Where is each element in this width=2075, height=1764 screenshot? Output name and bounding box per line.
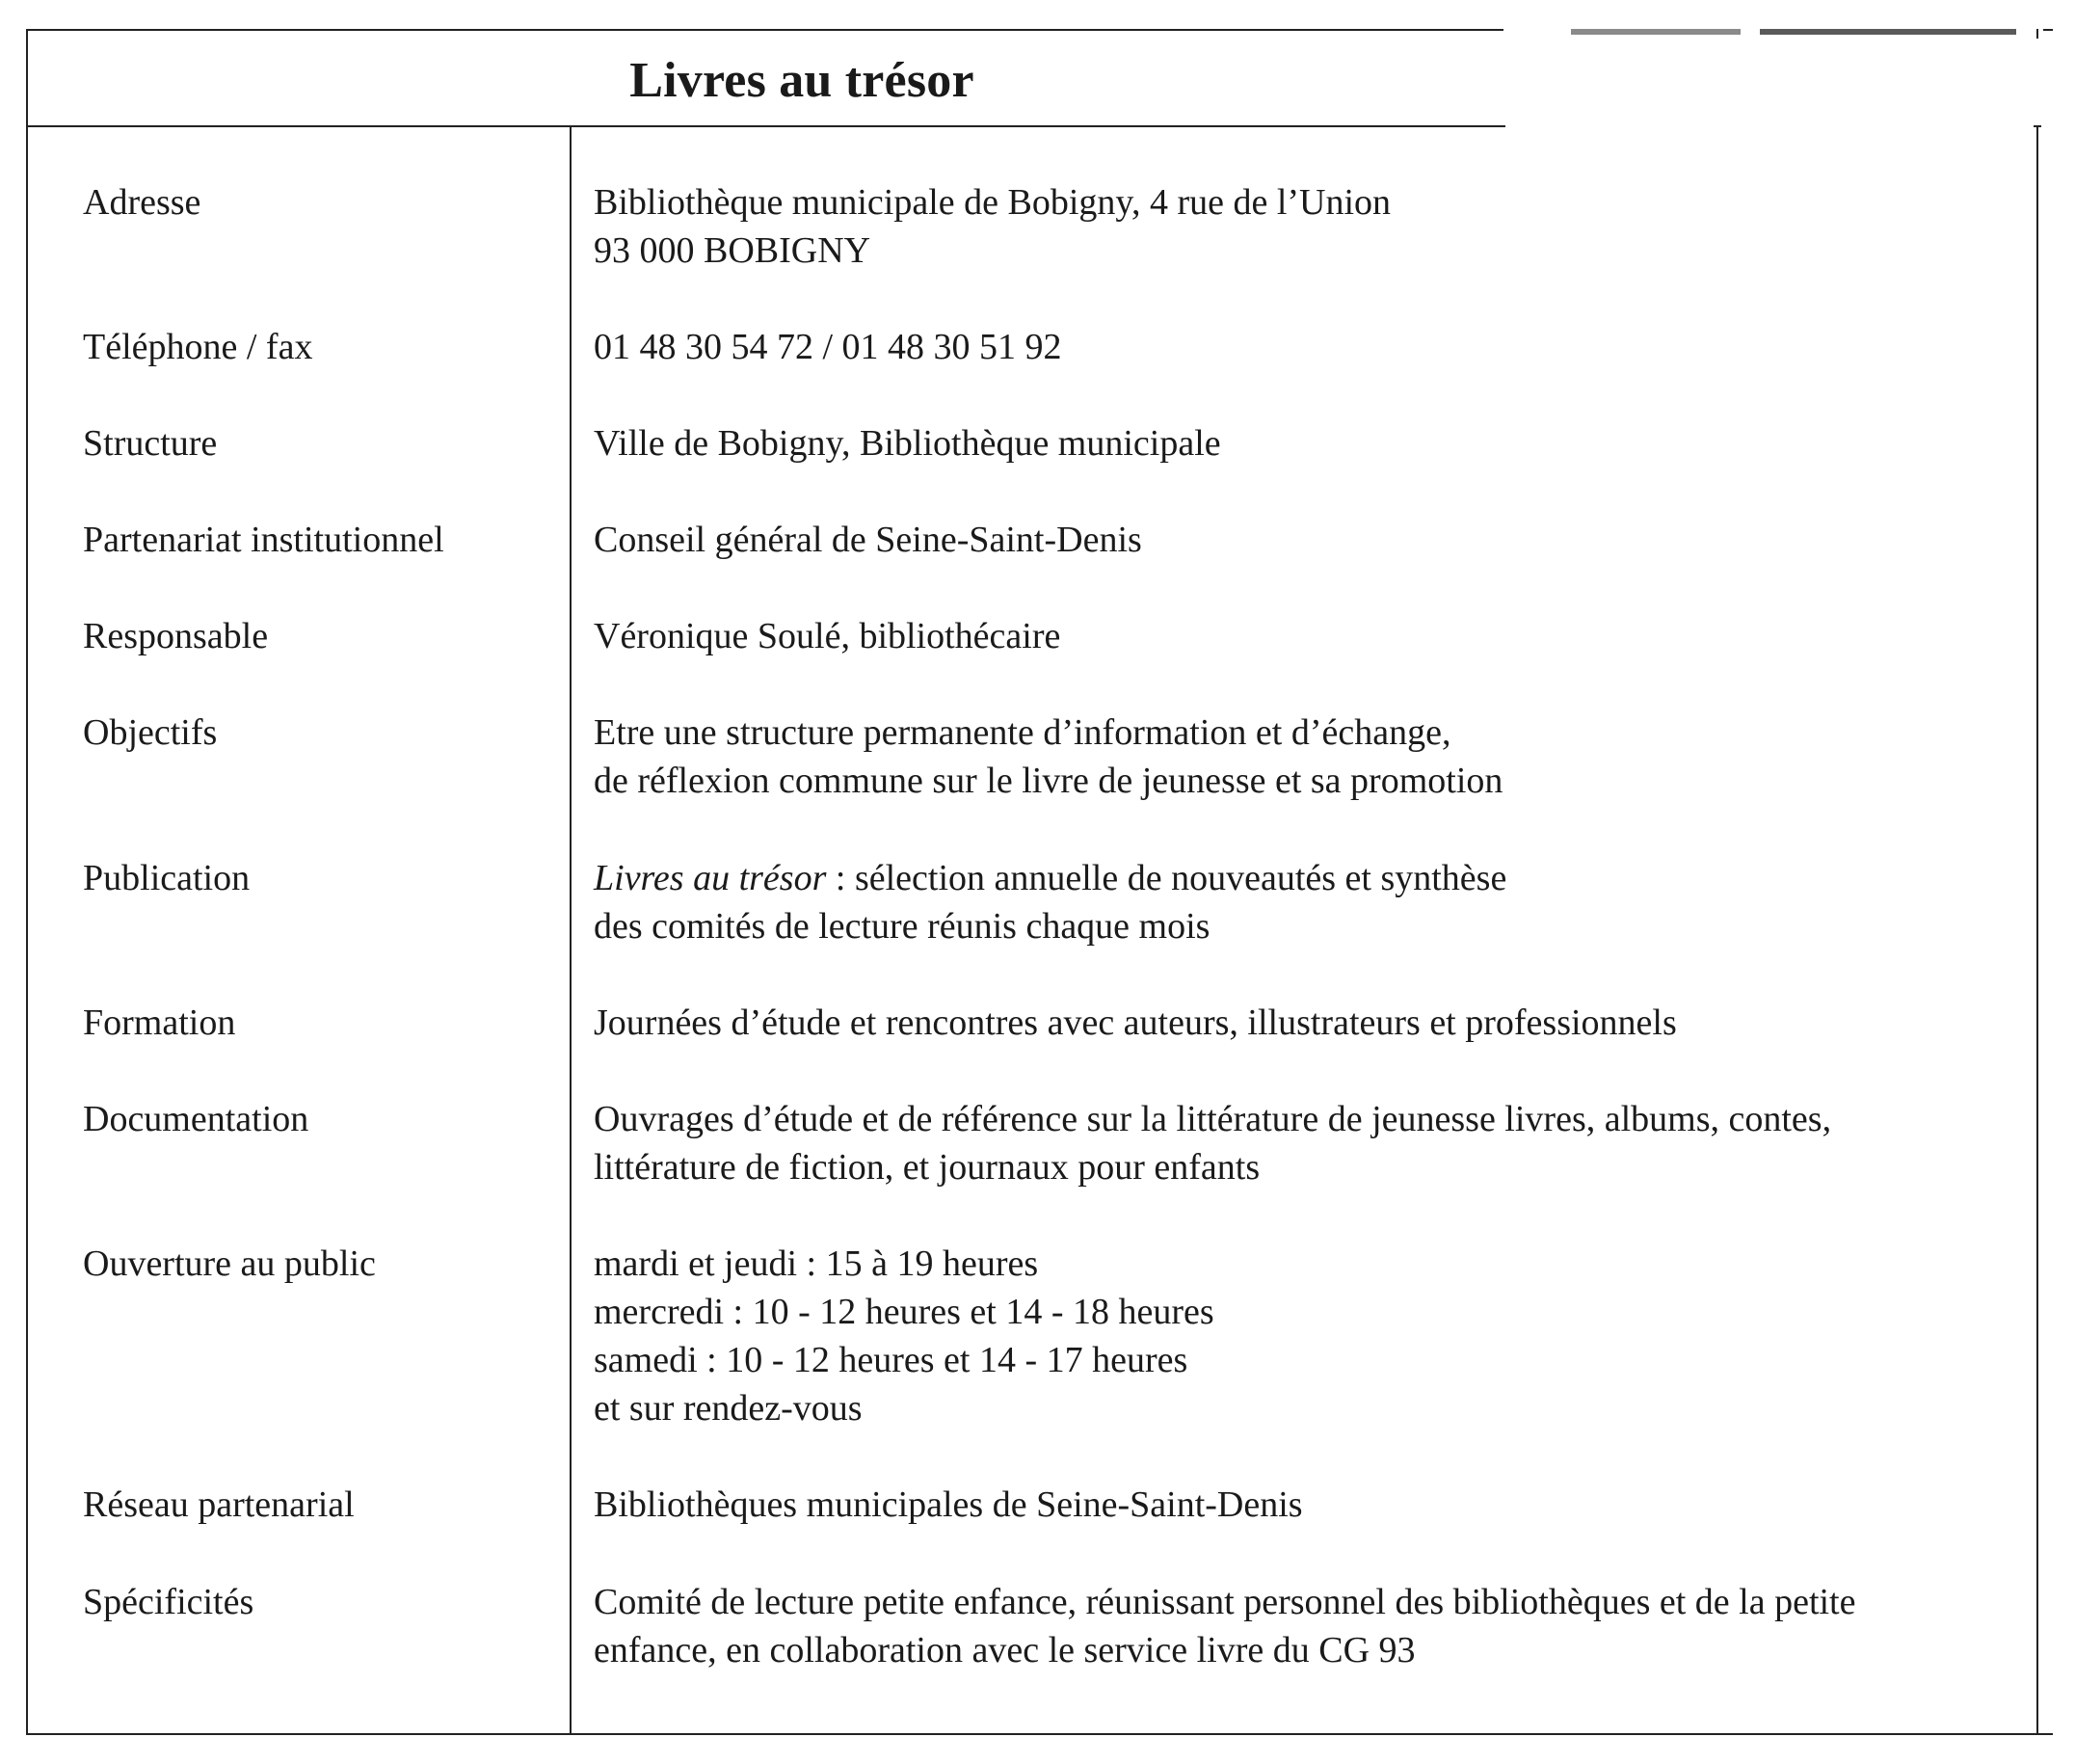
row-label: Ouverture au public (83, 1243, 376, 1284)
row-value (594, 612, 2020, 660)
publication-title: Livres au trésor (594, 858, 827, 898)
title-rule (26, 125, 1505, 127)
column-divider (570, 126, 572, 1735)
value-line: mercredi : 10 - 12 heures et 14 - 18 heures (594, 1292, 1214, 1332)
row-value (594, 1481, 2020, 1529)
value-line: Comité de lecture petite enfance, réunissant personnel des bibliothèques et de la petite (594, 1582, 1856, 1622)
value-line: Etre une structure permanente d’information et d’échange, (594, 712, 1451, 753)
value-line: Bibliothèque municipale de Bobigny, 4 rue de l’Union (594, 182, 1392, 223)
row-label: Responsable (83, 616, 269, 656)
value-line: 01 48 30 54 72 / 01 48 30 51 92 (594, 327, 1062, 367)
row-label: Publication (83, 858, 251, 898)
value-line: des comités de lecture réunis chaque mois (594, 906, 1210, 947)
row-value (594, 178, 2020, 275)
row-value (594, 323, 2020, 371)
frame-right-edge (2036, 29, 2038, 1735)
row-label: Objectifs (83, 712, 218, 753)
value-line: enfance, en collaboration avec le service livre du CG 93 (594, 1630, 1416, 1670)
frame-gap (2032, 39, 2045, 127)
value-line (594, 854, 2020, 902)
row-value (594, 854, 2020, 950)
value-line: Véronique Soulé, bibliothécaire (594, 616, 1061, 656)
value-line: Journées d’étude et rencontres avec auteurs, illustrateurs et professionnels (594, 1002, 1677, 1043)
value-line: de réflexion commune sur le livre de jeunesse et sa promotion (594, 761, 1503, 801)
value-line: samedi : 10 - 12 heures et 14 - 17 heures (594, 1340, 1188, 1380)
row-label: Documentation (83, 1099, 309, 1139)
value-line: 93 000 BOBIGNY (594, 230, 871, 271)
row-value (594, 708, 2020, 805)
publication-desc: : sélection annuelle de nouveautés et synthèse (826, 858, 1507, 898)
row-value (594, 516, 2020, 564)
row-label: Structure (83, 423, 218, 464)
scan-artifact (1760, 29, 2016, 35)
value-line: Bibliothèques municipales de Seine-Saint-Denis (594, 1484, 1303, 1525)
value-line: Ouvrages d’étude et de référence sur la littérature de jeunesse livres, albums, contes, (594, 1099, 1832, 1139)
value-line: Ville de Bobigny, Bibliothèque municipale (594, 423, 1221, 464)
row-value (594, 419, 2020, 468)
page-title: Livres au trésor (629, 52, 974, 108)
row-label: Téléphone / fax (83, 327, 313, 367)
value-line: mardi et jeudi : 15 à 19 heures (594, 1243, 1039, 1284)
row-label: Formation (83, 1002, 236, 1043)
row-label: Partenariat institutionnel (83, 520, 444, 560)
row-label: Adresse (83, 182, 201, 223)
row-label: Spécificités (83, 1582, 254, 1622)
row-value (594, 1578, 2020, 1674)
title-rule-tick (2034, 125, 2041, 127)
row-label: Réseau partenarial (83, 1484, 355, 1525)
row-value (594, 999, 2020, 1047)
value-line: Conseil général de Seine-Saint-Denis (594, 520, 1142, 560)
row-value (594, 1095, 2020, 1191)
value-line: littérature de fiction, et journaux pour enfants (594, 1147, 1261, 1188)
scan-artifact (1571, 29, 1741, 35)
row-value (594, 1240, 2020, 1432)
value-line: et sur rendez-vous (594, 1388, 863, 1429)
